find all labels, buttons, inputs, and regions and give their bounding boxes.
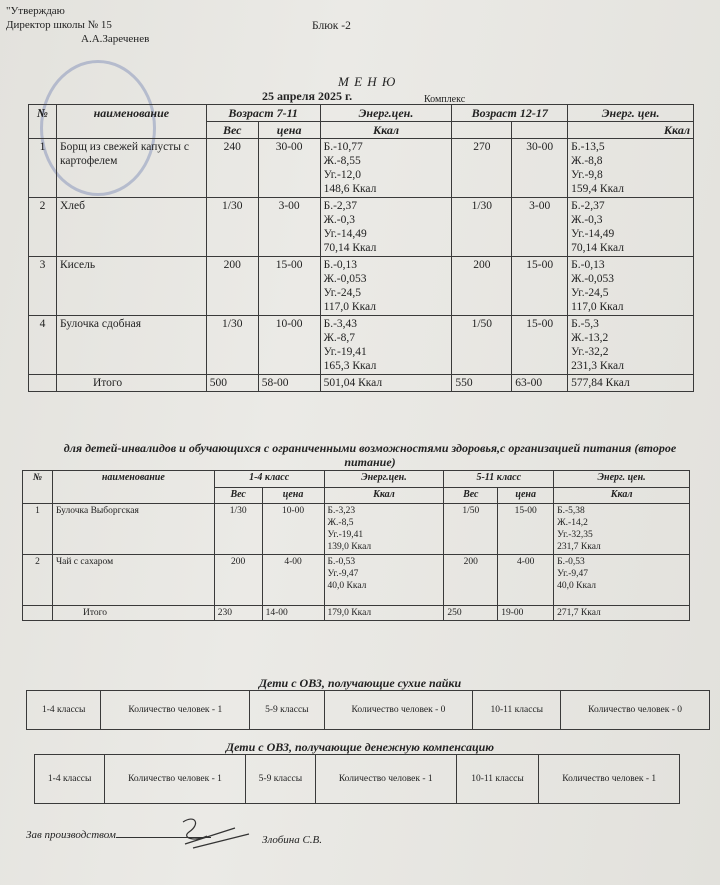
total-label: Итого (56, 375, 206, 392)
row-price-2: 15-00 (512, 316, 568, 375)
class-group-cell: 1-4 классы (35, 755, 105, 804)
second-subheader-weight-1: Вес (214, 487, 262, 504)
approval-line-1: "Утверждаю (6, 5, 65, 17)
second-header-name: наименование (52, 471, 214, 504)
energy-line: Ж.-0,053 (323, 273, 367, 285)
energy-line: Б.-0,53 (327, 557, 356, 567)
energy-line: Б.-3,43 (323, 318, 358, 330)
energy-cell (324, 555, 444, 606)
blank-number: Блюк -2 (312, 20, 351, 32)
complex-label: Комплекс (424, 94, 466, 105)
row-price-2: 30-00 (512, 139, 568, 198)
row-price-1: 3-00 (258, 198, 320, 257)
second-total-weight-2: 250 (444, 606, 498, 621)
row-price-2: 4-00 (498, 555, 554, 606)
footer-role-text: Зав производством (26, 829, 116, 841)
row-name: Борщ из свежей капусты с картофелем (56, 139, 206, 198)
row-weight-2: 200 (444, 555, 498, 606)
energy-line: 70,14 Ккал (571, 242, 624, 254)
energy-cell (568, 198, 694, 257)
header-energy-1: Энерг.цен. (320, 105, 452, 122)
row-weight-1: 200 (206, 257, 258, 316)
energy-cell (568, 316, 694, 375)
energy-line: Уг.-19,41 (323, 346, 367, 358)
subheader-price-1: цена (258, 122, 320, 139)
energy-line: Уг.-9,47 (557, 569, 589, 579)
row-weight-1: 1/30 (206, 198, 258, 257)
row-num: 3 (29, 257, 57, 316)
subheader-price-2 (512, 122, 568, 139)
second-meal-heading: для детей-инвалидов и обучающихся с ограниченными возможностями здоровья,с организацией питания (второе питание) (63, 441, 677, 469)
energy-line: Уг.-14,49 (323, 228, 367, 240)
second-meal-table (22, 470, 690, 621)
header-age-12-17: Возраст 12-17 (452, 105, 568, 122)
row-num: 4 (29, 316, 57, 375)
row-price-1: 10-00 (258, 316, 320, 375)
energy-line: 70,14 Ккал (323, 242, 377, 254)
energy-line: Уг.-19,41 (327, 530, 364, 540)
second-total-kcal-1: 179,0 Ккал (324, 606, 444, 621)
energy-cell (324, 504, 444, 555)
energy-line: Уг.-24,5 (571, 287, 609, 299)
energy-line: 148,6 Ккал (323, 183, 377, 195)
energy-line: Ж.-8,5 (327, 518, 354, 528)
energy-line: Ж.-0,3 (323, 214, 355, 226)
header-energy-2: Энерг. цен. (568, 105, 694, 122)
energy-line: Б.-3,23 (327, 506, 356, 516)
row-name: Хлеб (56, 198, 206, 257)
energy-line: 231,3 Ккал (571, 360, 624, 372)
energy-cell (320, 198, 452, 257)
menu-date: 25 апреля 2025 г. (262, 89, 353, 103)
energy-line: Уг.-32,2 (571, 346, 609, 358)
footer-name: Злобина С.В. (262, 834, 323, 846)
second-subheader-kcal-2: Ккал (554, 487, 690, 504)
energy-line: Б.-5,3 (571, 318, 599, 330)
class-group-cell: 5-9 классы (250, 691, 324, 730)
row-num: 2 (29, 198, 57, 257)
table-header-row (29, 105, 694, 122)
approval-line-2: Директор школы № 15 (6, 19, 112, 31)
second-total-price-2: 19-00 (498, 606, 554, 621)
total-kcal-2: 577,84 Ккал (568, 375, 694, 392)
row-num: 2 (23, 555, 53, 606)
row-weight-1: 200 (214, 555, 262, 606)
subheader-weight-1: Вес (206, 122, 258, 139)
row-price-1: 10-00 (262, 504, 324, 555)
energy-line: Б.-13,5 (571, 141, 605, 153)
count-cell: Количество человек - 0 (561, 691, 710, 730)
main-menu-table (28, 104, 694, 392)
row-price-1: 15-00 (258, 257, 320, 316)
second-total-weight-1: 230 (214, 606, 262, 621)
energy-cell (568, 257, 694, 316)
energy-line: Ж.-8,8 (571, 155, 603, 167)
table-row (29, 316, 694, 375)
energy-cell (568, 139, 694, 198)
row-weight-1: 1/30 (206, 316, 258, 375)
energy-cell (320, 316, 452, 375)
header-age-7-11: Возраст 7-11 (206, 105, 320, 122)
second-subheader-weight-2: Вес (444, 487, 498, 504)
subheader-weight-2 (452, 122, 512, 139)
energy-line: 231,7 Ккал (557, 542, 601, 552)
dry-rations-row (27, 691, 710, 730)
energy-line: 159,4 Ккал (571, 183, 624, 195)
energy-line: 165,3 Ккал (323, 360, 377, 372)
count-cell: Количество человек - 1 (101, 691, 250, 730)
energy-line: 117,0 Ккал (571, 301, 624, 313)
header-num: № (29, 105, 57, 139)
energy-line: 139,0 Ккал (327, 542, 372, 552)
header-name: наименование (56, 105, 206, 139)
energy-line: Уг.-24,5 (323, 287, 361, 299)
total-kcal-1: 501,04 Ккал (320, 375, 452, 392)
class-group-cell: 10-11 классы (473, 691, 561, 730)
energy-line: Уг.-9,8 (571, 169, 603, 181)
energy-line: Ж.-14,2 (557, 518, 588, 528)
count-cell: Количество человек - 1 (539, 755, 680, 804)
table-row (23, 504, 690, 555)
energy-line: Б.-2,37 (571, 200, 605, 212)
row-weight-2: 200 (452, 257, 512, 316)
row-num: 1 (29, 139, 57, 198)
second-header-class-5-11: 5-11 класс (444, 471, 554, 488)
class-group-cell: 1-4 классы (27, 691, 101, 730)
row-price-2: 3-00 (512, 198, 568, 257)
row-weight-2: 270 (452, 139, 512, 198)
energy-line: Уг.-12,0 (323, 169, 361, 181)
subheader-kcal-1: Ккал (320, 122, 452, 139)
table-row (29, 198, 694, 257)
total-price-1: 58-00 (258, 375, 320, 392)
energy-line: Уг.-32,35 (557, 530, 593, 540)
second-total-kcal-2: 271,7 Ккал (554, 606, 690, 621)
compensation-row (35, 755, 680, 804)
approval-block (6, 4, 149, 46)
count-cell: Количество человек - 1 (105, 755, 246, 804)
energy-line: Б.-2,37 (323, 200, 358, 212)
second-header-row (23, 471, 690, 488)
second-total-row (23, 606, 690, 621)
table-row (29, 139, 694, 198)
energy-line: Б.-0,53 (557, 557, 585, 567)
energy-cell (320, 257, 452, 316)
total-price-2: 63-00 (512, 375, 568, 392)
energy-cell (320, 139, 452, 198)
row-name: Булочка сдобная (56, 316, 206, 375)
energy-line: Ж.-13,2 (571, 332, 609, 344)
second-header-energy-2: Энерг. цен. (554, 471, 690, 488)
energy-line: Б.-0,13 (571, 259, 605, 271)
total-weight-1: 500 (206, 375, 258, 392)
second-total-label: Итого (52, 606, 214, 621)
energy-line: Б.-0,13 (323, 259, 358, 271)
row-weight-2: 1/50 (452, 316, 512, 375)
energy-line: Ж.-0,3 (571, 214, 603, 226)
energy-line: Уг.-14,49 (571, 228, 615, 240)
class-group-cell: 10-11 классы (456, 755, 539, 804)
compensation-heading: Дети с ОВЗ, получающие денежную компенсацию (225, 740, 495, 754)
energy-line: Ж.-8,7 (323, 332, 355, 344)
energy-line: Ж.-8,55 (323, 155, 361, 167)
row-price-1: 30-00 (258, 139, 320, 198)
table-row (29, 257, 694, 316)
count-cell: Количество человек - 1 (316, 755, 457, 804)
class-group-cell: 5-9 классы (245, 755, 315, 804)
second-subheader-kcal-1: Ккал (324, 487, 444, 504)
row-price-2: 15-00 (512, 257, 568, 316)
menu-title: М Е Н Ю (338, 74, 397, 89)
dry-rations-heading: Дети с ОВЗ, получающие сухие пайки (258, 676, 462, 690)
energy-line: Ж.-0,053 (571, 273, 615, 285)
energy-line: 117,0 Ккал (323, 301, 376, 313)
row-name: Булочка Выборгская (52, 504, 214, 555)
second-subheader-price-1: цена (262, 487, 324, 504)
signature-mark (165, 812, 255, 852)
second-header-energy-1: Энерг.цен. (324, 471, 444, 488)
approval-line-3: А.А.Зареченев (81, 33, 150, 45)
energy-line: Б.-10,77 (323, 141, 363, 153)
energy-line: 40,0 Ккал (557, 581, 597, 591)
row-weight-1: 240 (206, 139, 258, 198)
row-price-1: 4-00 (262, 555, 324, 606)
row-name: Кисель (56, 257, 206, 316)
table-row (23, 555, 690, 606)
second-header-class-1-4: 1-4 класс (214, 471, 324, 488)
row-name: Чай с сахаром (52, 555, 214, 606)
row-price-2: 15-00 (498, 504, 554, 555)
row-num: 1 (23, 504, 53, 555)
row-weight-1: 1/30 (214, 504, 262, 555)
row-weight-2: 1/30 (452, 198, 512, 257)
row-weight-2: 1/50 (444, 504, 498, 555)
count-cell: Количество человек - 0 (324, 691, 473, 730)
energy-line: Б.-5,38 (557, 506, 585, 516)
energy-line: Уг.-9,47 (327, 569, 359, 579)
energy-cell (554, 504, 690, 555)
total-weight-2: 550 (452, 375, 512, 392)
dry-rations-table (26, 690, 710, 730)
subheader-kcal-2: Ккал (568, 122, 694, 139)
second-total-price-1: 14-00 (262, 606, 324, 621)
second-subheader-price-2: цена (498, 487, 554, 504)
energy-line: 40,0 Ккал (327, 581, 367, 591)
compensation-table (34, 754, 680, 804)
energy-cell (554, 555, 690, 606)
table-total-row (29, 375, 694, 392)
second-header-num: № (23, 471, 53, 504)
